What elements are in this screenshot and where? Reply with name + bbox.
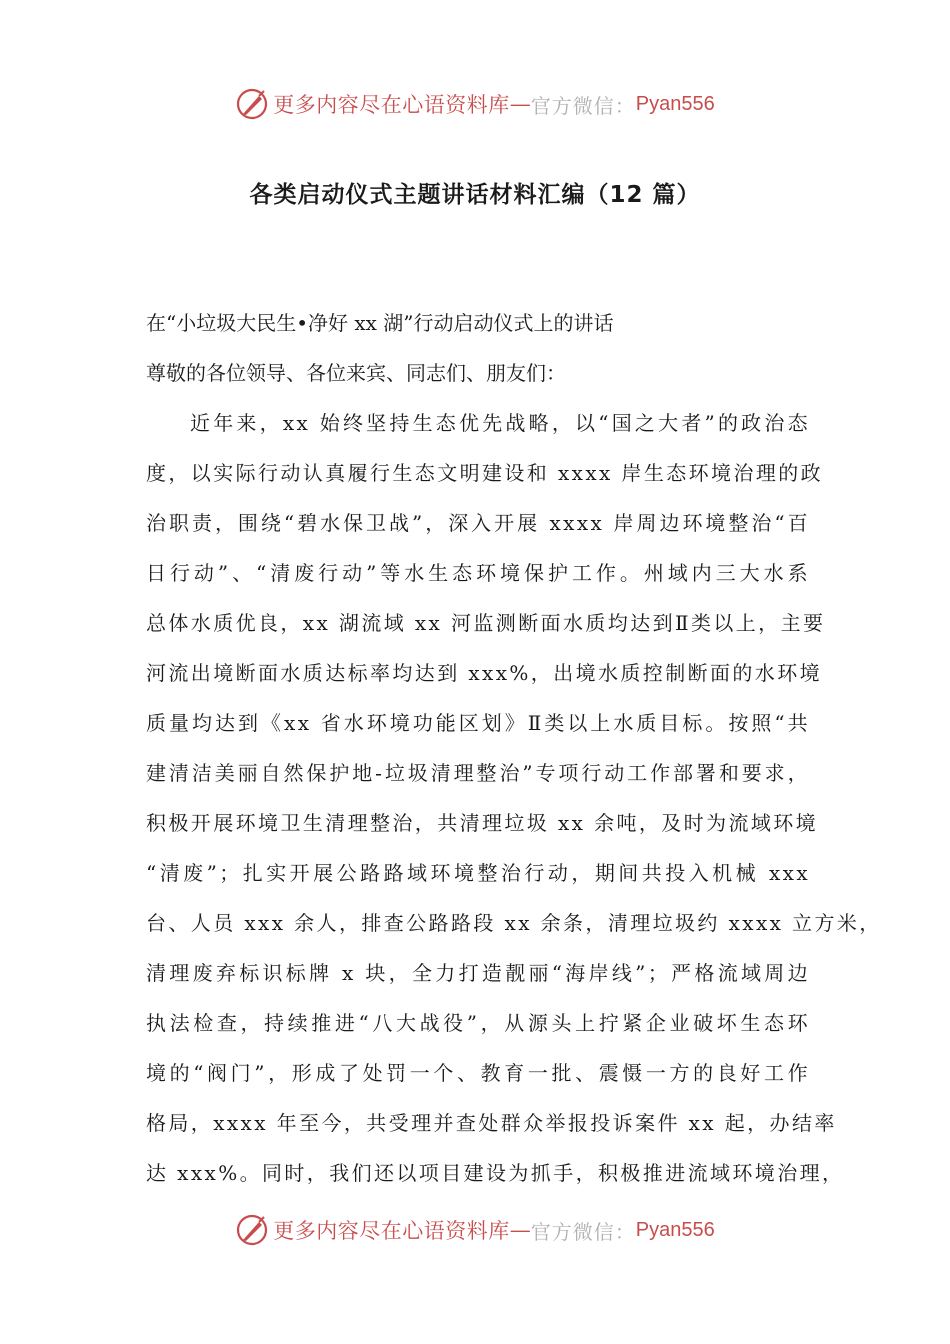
speech-title: 在“小垃圾大民生•净好 xx 湖”行动启动仪式上的讲话	[146, 311, 614, 335]
watermark-dash: —	[509, 1218, 531, 1242]
watermark-wechat-id: Pyan556	[635, 92, 715, 115]
watermark-sub-text: 官方微信：	[530, 93, 636, 118]
paragraph-line: 台、人员 xxx 余人，排查公路路段 xx 余条，清理垃圾约 xxxx 立方米，	[146, 911, 882, 935]
paragraph-line: 格局，xxxx 年至今，共受理并查处群众举报投诉案件 xx 起，办结率	[146, 1111, 837, 1135]
document-title: 各类启动仪式主题讲话材料汇编（12 篇）	[249, 182, 701, 208]
paragraph-line: 日行动”、“清废行动”等水生态环境保护工作。州域内三大水系	[146, 561, 810, 585]
paragraph-line: 达 xxx%。同时，我们还以项目建设为抓手，积极推进流域环境治理，	[146, 1161, 845, 1185]
watermark-dash: —	[509, 92, 531, 116]
paragraph-line: “清废”；扎实开展公路路域环境整治行动，期间共投入机械 xxx	[146, 861, 810, 885]
quill-pen-icon	[235, 1213, 269, 1247]
paragraph-line: 度，以实际行动认真履行生态文明建设和 xxxx 岸生态环境治理的政	[146, 461, 824, 485]
paragraph-line: 河流出境断面水质达标率均达到 xxx%，出境水质控制断面的水环境	[146, 661, 822, 685]
paragraph-line: 治职责，围绕“碧水保卫战”，深入开展 xxxx 岸周边环境整治“百	[146, 511, 810, 535]
header-watermark	[0, 84, 950, 124]
document-body	[146, 298, 882, 1198]
paragraph-line: 建清洁美丽自然保护地-垃圾清理整治”专项行动工作部署和要求，	[146, 761, 810, 785]
paragraph-line: 近年来，xx 始终坚持生态优先战略，以“国之大者”的政治态	[190, 411, 810, 435]
body-paragraph	[146, 398, 882, 1198]
quill-pen-icon	[235, 87, 269, 121]
greeting: 尊敬的各位领导、各位来宾、同志们、朋友们：	[146, 361, 566, 385]
footer-watermark	[0, 1210, 950, 1250]
watermark-wechat-id: Pyan556	[635, 1218, 715, 1241]
paragraph-line: 执法检查，持续推进“八大战役”，从源头上拧紧企业破坏生态环	[146, 1011, 810, 1035]
paragraph-line: 积极开展环境卫生清理整治，共清理垃圾 xx 余吨，及时为流域环境	[146, 811, 819, 835]
watermark-main-text: 更多内容尽在心语资料库	[273, 1219, 510, 1243]
paragraph-line: 质量均达到《xx 省水环境功能区划》Ⅱ类以上水质目标。按照“共	[146, 711, 810, 735]
paragraph-line: 清理废弃标识标牌 x 块，全力打造靓丽“海岸线”；严格流域周边	[146, 961, 810, 985]
watermark-main-text: 更多内容尽在心语资料库	[273, 93, 510, 117]
watermark-sub-text: 官方微信：	[530, 1219, 636, 1244]
paragraph-line: 境的“阀门”，形成了处罚一个、教育一批、震慑一方的良好工作	[146, 1061, 810, 1085]
paragraph-line: 总体水质优良，xx 湖流域 xx 河监测断面水质均达到Ⅱ类以上，主要	[146, 611, 826, 635]
